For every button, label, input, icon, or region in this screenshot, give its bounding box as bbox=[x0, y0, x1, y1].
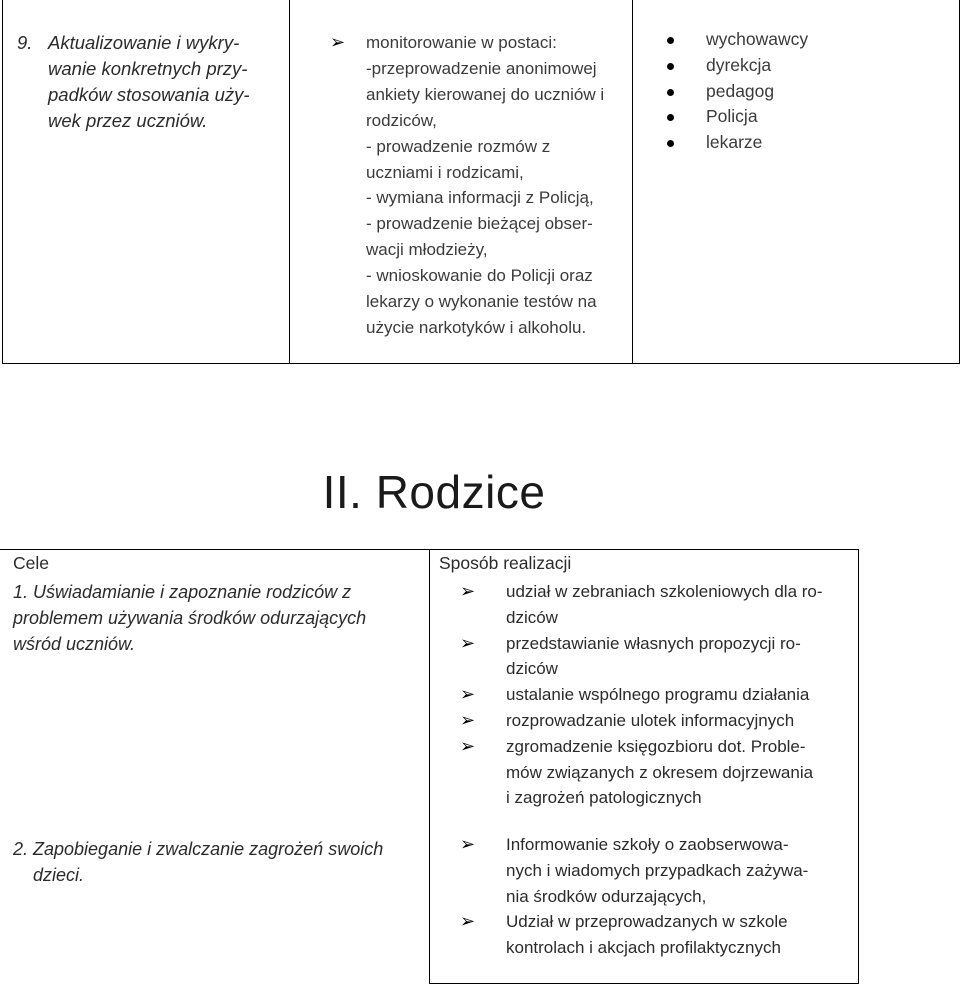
goal-line: 1. Uświadamianie i zapoznanie rodziców z bbox=[13, 582, 352, 602]
goal-number: 9. bbox=[17, 32, 33, 53]
table1-responsible-list bbox=[664, 27, 944, 156]
section-heading: II. Rodzice bbox=[322, 466, 546, 518]
method-line: - prowadzenie bieżącej obser- bbox=[366, 214, 593, 234]
method-line: monitorowanie w postaci: bbox=[366, 33, 557, 52]
goal-line: problemem używania środków odurzających bbox=[13, 608, 367, 628]
method-item bbox=[460, 708, 855, 734]
table2-row1-methods bbox=[460, 579, 855, 811]
goal-line: wek przez uczniów. bbox=[48, 110, 208, 131]
method-line: nia środków odurzających, bbox=[506, 886, 707, 906]
method-line: -przeprowadzenie anonimowej bbox=[366, 58, 597, 78]
goal-line: wśród uczniów. bbox=[13, 634, 136, 654]
table2-row2-methods bbox=[460, 832, 855, 961]
method-line: i zagrożeń patologicznych bbox=[506, 788, 702, 808]
responsible-item: pedagog bbox=[664, 79, 944, 105]
goal-line: wanie konkretnych przy- bbox=[48, 58, 248, 79]
table2-row2-goal bbox=[13, 836, 427, 888]
method-line: rodziców, bbox=[366, 110, 437, 130]
table1-goal-text bbox=[17, 30, 282, 134]
table2-row1-goal bbox=[13, 579, 423, 657]
responsible-item: Policja bbox=[664, 104, 944, 130]
method-line: dziców bbox=[506, 607, 558, 627]
method-line: wacji młodzieży, bbox=[366, 240, 488, 260]
method-line: mów związanych z okresem dojrzewania bbox=[506, 762, 814, 782]
method-line: ➢ ustalanie wspólnego programu działania bbox=[506, 685, 810, 705]
goal-line: Aktualizowanie i wykry- bbox=[48, 32, 240, 53]
table2-header-methods-label: Sposób realizacji bbox=[439, 553, 572, 573]
responsible-item: lekarze bbox=[664, 130, 944, 156]
method-item bbox=[460, 579, 855, 631]
method-line: użycie narkotyków i alkoholu. bbox=[366, 317, 587, 337]
method-line: nych i wiadomych przypadkach zażywa- bbox=[506, 860, 809, 880]
responsible-item: dyrekcja bbox=[664, 53, 944, 79]
method-line: ➢ Informowanie szkoły o zaobserwowa- bbox=[506, 835, 789, 854]
method-line: ➢ przedstawianie własnych propozycji ro- bbox=[506, 633, 801, 653]
goal-line: 2. Zapobieganie i zwalczanie zagrożeń swoich bbox=[13, 839, 384, 859]
table2-header-goals-label: Cele bbox=[13, 553, 49, 573]
method-line: ➢ rozprowadzanie ulotek informacyjnych bbox=[506, 710, 795, 730]
method-line: kontrolach i akcjach profilaktycznych bbox=[506, 938, 781, 958]
method-line: - prowadzenie rozmów z bbox=[366, 136, 551, 156]
method-item bbox=[460, 682, 855, 708]
method-line: ➢ udział w zebraniach szkoleniowych dla ro- bbox=[506, 582, 823, 601]
method-line: ➢ zgromadzenie księgozbioru dot. Proble- bbox=[506, 736, 806, 756]
goal-line: padków stosowania uży- bbox=[48, 84, 250, 105]
responsible-item: wychowawcy bbox=[664, 27, 944, 53]
method-line: uczniami i rodzicami, bbox=[366, 162, 524, 182]
method-item bbox=[460, 832, 855, 909]
method-line: ➢ Udział w przeprowadzanych w szkole bbox=[506, 912, 788, 932]
method-line: - wnioskowanie do Policji oraz bbox=[366, 266, 593, 286]
method-line: lekarzy o wykonanie testów na bbox=[366, 292, 597, 312]
goal-line: dzieci. bbox=[33, 865, 85, 885]
method-line: dziców bbox=[506, 659, 558, 679]
method-line: - wymiana informacji z Policją, bbox=[366, 188, 594, 208]
table1-method-text bbox=[330, 30, 630, 341]
method-line: ankiety kierowanej do uczniów i bbox=[366, 84, 605, 104]
method-item bbox=[460, 734, 855, 811]
method-item bbox=[460, 631, 855, 683]
method-item bbox=[460, 909, 855, 961]
table2-header-goals bbox=[0, 549, 430, 577]
arrow-bullet-icon: ➢ bbox=[330, 32, 346, 52]
